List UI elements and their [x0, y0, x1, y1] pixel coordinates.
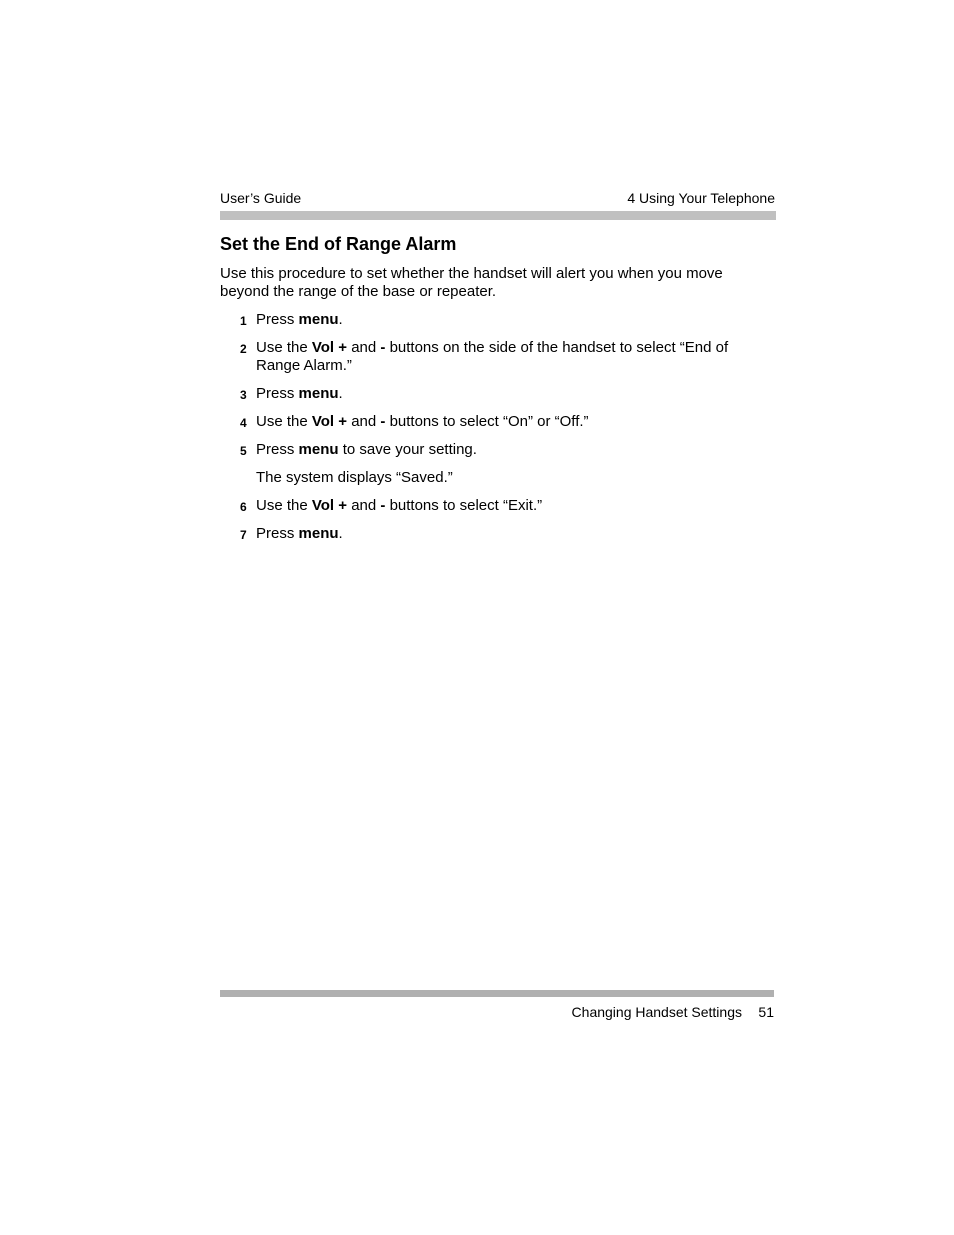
running-header-left: User’s Guide	[220, 190, 302, 206]
step-key: Vol +	[311, 497, 348, 514]
step-text: and	[347, 413, 381, 430]
step-key: menu	[298, 441, 339, 458]
step-text: .	[338, 385, 343, 402]
step-text: to save your setting.	[338, 441, 477, 458]
step-text: buttons on the side of the handset to select “End of Range Alarm.”	[256, 339, 729, 374]
step-text: and	[347, 497, 381, 514]
step-number: 1	[240, 314, 247, 328]
step-item	[220, 339, 776, 375]
step-key: Vol +	[311, 413, 348, 430]
step-key: -	[380, 413, 386, 430]
step-number: 2	[240, 342, 247, 356]
step-item	[220, 525, 776, 543]
step-key: menu	[298, 385, 339, 402]
step-text: Press	[256, 385, 299, 402]
running-header-right: 4 Using Your Telephone	[627, 190, 775, 206]
page-number: 51	[758, 1004, 774, 1020]
step-text: Use the	[256, 413, 312, 430]
step-text: Use the	[256, 497, 312, 514]
step-item	[220, 441, 776, 459]
step-key: Vol +	[311, 339, 348, 356]
intro-paragraph: Use this procedure to set whether the handset will alert you when you move beyond the range of the base or repeater.	[220, 265, 723, 300]
step-text: and	[347, 339, 381, 356]
step-number: 7	[240, 528, 247, 542]
section-title: Set the End of Range Alarm	[220, 234, 457, 254]
step-key: menu	[298, 311, 339, 328]
step-text: buttons to select “On” or “Off.”	[385, 413, 589, 430]
footer-section-name: Changing Handset Settings	[571, 1004, 742, 1020]
step-key: menu	[298, 525, 339, 542]
step-text: Press	[256, 441, 299, 458]
step-item	[220, 385, 776, 403]
step-text: .	[338, 311, 343, 328]
step-text: Use the	[256, 339, 312, 356]
step-key: -	[380, 497, 386, 514]
step-item	[220, 311, 776, 329]
step-key: -	[380, 339, 386, 356]
step-item	[220, 497, 776, 515]
step-text: buttons to select “Exit.”	[385, 497, 543, 514]
step-item	[220, 413, 776, 431]
step-text: .	[338, 525, 343, 542]
footer-rule	[220, 990, 774, 997]
step-text: Press	[256, 311, 299, 328]
header-rule	[220, 211, 776, 220]
step-number: 6	[240, 500, 247, 514]
step-note: The system displays “Saved.”	[256, 469, 453, 486]
step-number: 4	[240, 416, 247, 430]
procedure-steps	[220, 311, 776, 553]
step-number: 3	[240, 388, 247, 402]
step-text: Press	[256, 525, 299, 542]
step-number: 5	[240, 444, 247, 458]
